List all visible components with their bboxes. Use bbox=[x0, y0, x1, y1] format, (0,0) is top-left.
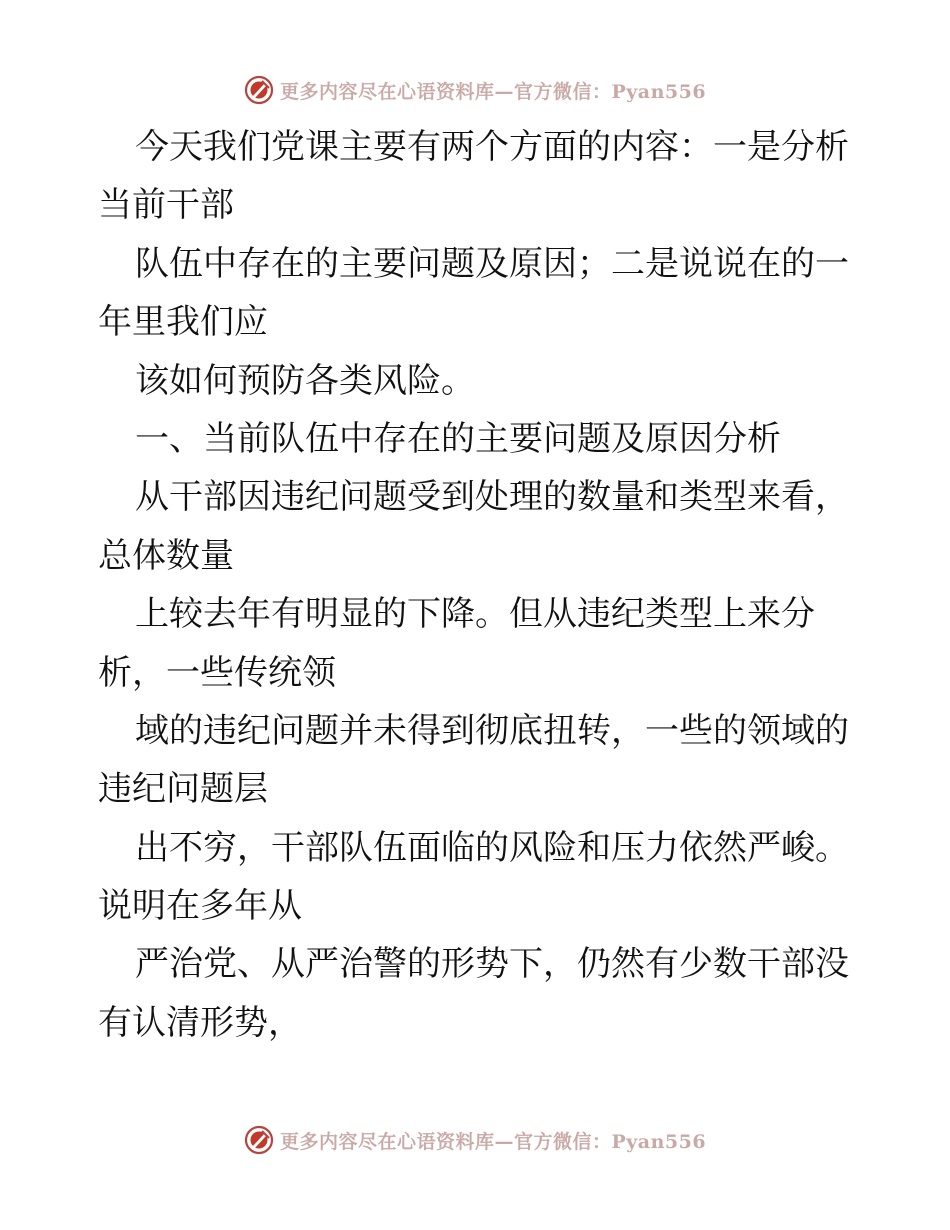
paragraph-line: 出不穷，干部队伍面临的风险和压力依然严峻。 bbox=[135, 827, 849, 868]
paragraph-line: 当前干部 bbox=[98, 185, 234, 226]
paragraph-line: 违纪问题层 bbox=[98, 769, 268, 810]
header-banner-text: 更多内容尽在心语资料库—官方微信：Pyan556 bbox=[279, 80, 707, 103]
pen-seal-icon bbox=[244, 75, 274, 105]
paragraph-line: 今天我们党课主要有两个方面的内容：一是分析 bbox=[135, 127, 849, 167]
section-heading: 一、当前队伍中存在的主要问题及原因分析 bbox=[135, 418, 781, 459]
paragraph-line: 队伍中存在的主要问题及原因；二是说说在的一 bbox=[135, 243, 849, 284]
paragraph-line: 严治党、从严治警的形势下，仍然有少数干部没 bbox=[135, 944, 849, 985]
paragraph-line: 总体数量 bbox=[98, 535, 234, 576]
paragraph-line: 上较去年有明显的下降。但从违纪类型上来分 bbox=[135, 594, 815, 635]
paragraph-line: 年里我们应 bbox=[98, 302, 268, 343]
header-banner bbox=[0, 70, 950, 110]
pen-seal-icon bbox=[244, 1125, 274, 1155]
paragraph-line: 说明在多年从 bbox=[98, 886, 302, 927]
paragraph-line: 从干部因违纪问题受到处理的数量和类型来看， bbox=[135, 477, 849, 518]
document-body bbox=[98, 118, 858, 1052]
paragraph-line: 析，一些传统领 bbox=[98, 652, 336, 693]
paragraph-line: 该如何预防各类风险。 bbox=[135, 360, 475, 401]
footer-banner-text: 更多内容尽在心语资料库—官方微信：Pyan556 bbox=[279, 1130, 707, 1153]
paragraph-line: 有认清形势， bbox=[98, 1002, 302, 1043]
paragraph-line: 域的违纪问题并未得到彻底扭转，一些的领域的 bbox=[135, 710, 849, 751]
footer-banner bbox=[0, 1120, 950, 1160]
